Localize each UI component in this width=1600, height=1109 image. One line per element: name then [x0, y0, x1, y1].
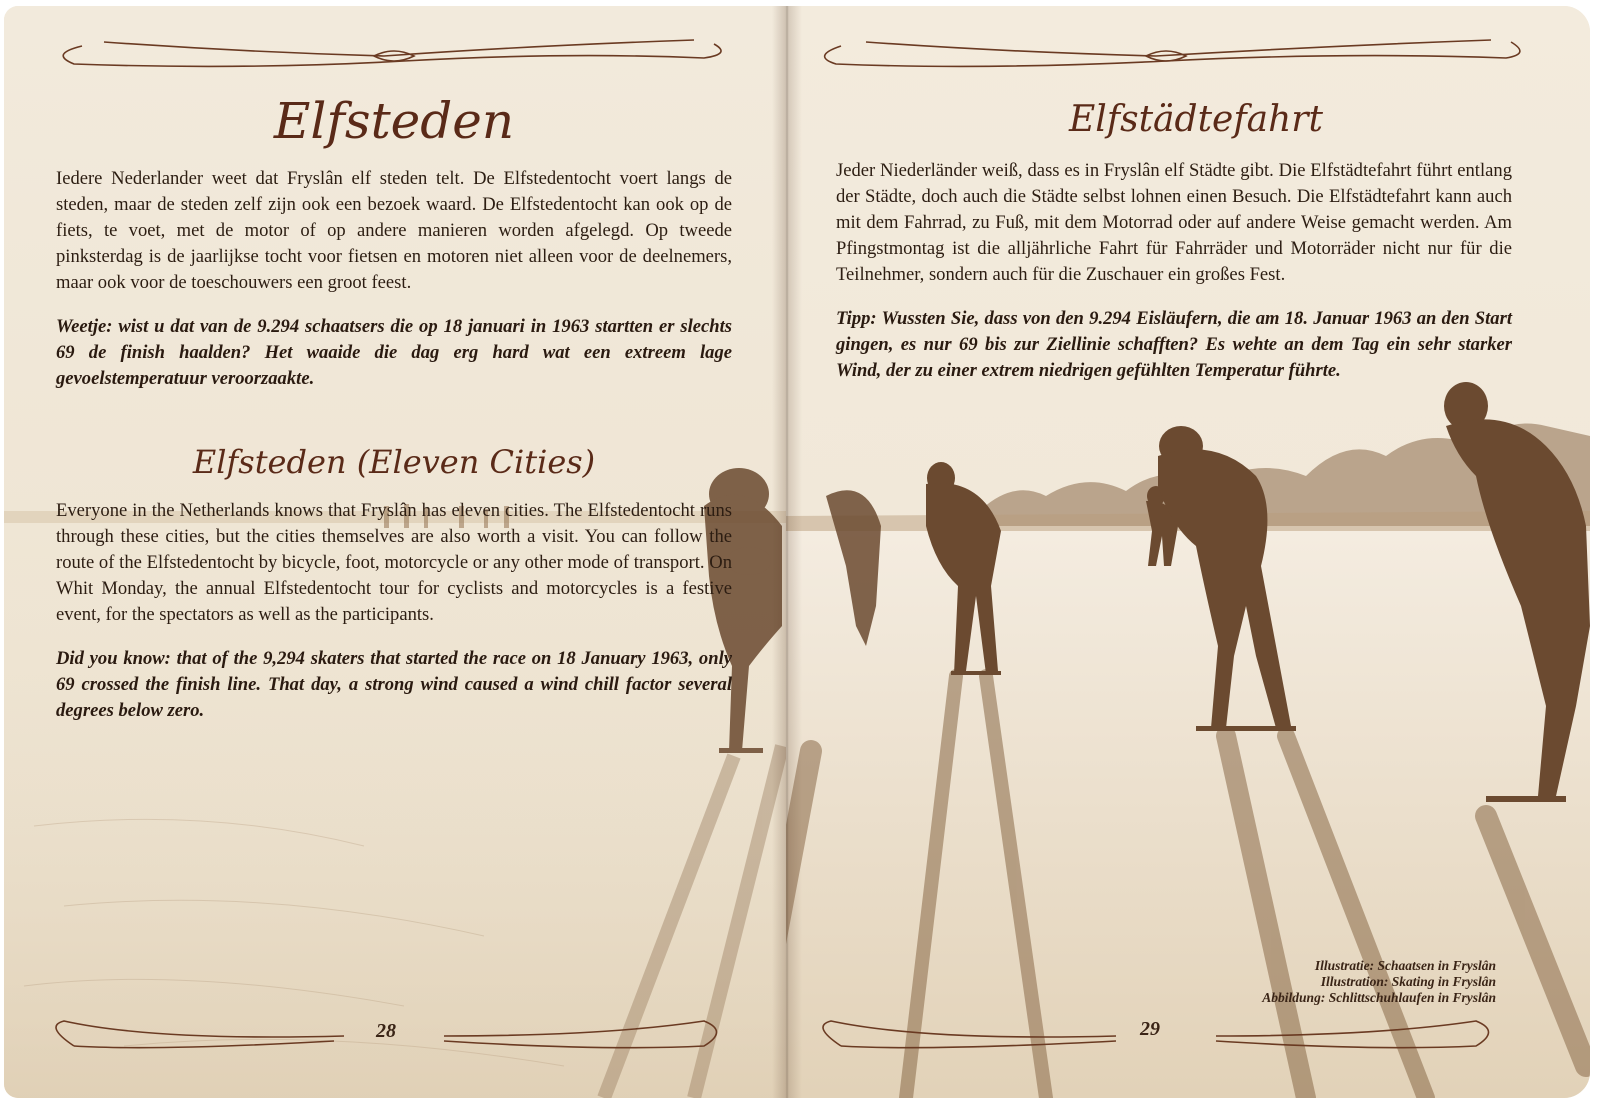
caption-line-de: Abbildung: Schlittschuhlaufen in Fryslân — [1262, 990, 1496, 1005]
title-english: Elfsteden (Eleven Cities) — [192, 443, 596, 481]
title-dutch: Elfsteden — [273, 92, 515, 150]
tip-dutch: Weetje: wist u dat van de 9.294 schaatsers die op 18 januari in 1963 startten er slechts 69 de finish haalden? Het waaide die dag erg hard wat een extreem lage gevoelstemperatuur veroorzaakte. — [56, 316, 732, 389]
right-page — [786, 6, 1590, 1098]
paragraph-english: Everyone in the Netherlands knows that Fryslân has eleven cities. The Elfstedentocht runs through these cities, but the cities themselves are also worth a visit. You can follow the route of the Elfstedentocht by bicycle, foot, motorcycle or any other mode of transport. On Whit Monday, the annual Elfstedentocht tour for cyclists and motorcycles is a festive event, for the spectators as well as the participants. — [56, 500, 732, 625]
tip-german: Tipp: Wussten Sie, dass von den 9.294 Eisläufern, die am 18. Januar 1963 an den Start gingen, es nur 69 bis zur Ziellinie schafften? Es wehte an dem Tag ein sehr starker Wind, der zu einer extrem niedrigen gefühlten Temperatur führte. — [836, 308, 1512, 381]
tip-english: Did you know: that of the 9,294 skaters that started the race on 18 January 1963, only 69 crossed the finish line. That day, a strong wind caused a wind chill factor several degrees below zero. — [56, 648, 732, 721]
page-number-left: 28 — [376, 1020, 396, 1042]
page-number-right: 29 — [1140, 1018, 1160, 1040]
title-german: Elfstädtefahrt — [1069, 99, 1323, 140]
illustration-caption — [1206, 958, 1496, 1006]
caption-line-en: Illustration: Skating in Fryslân — [1320, 974, 1496, 989]
paragraph-dutch: Iedere Nederlander weet dat Fryslân elf steden telt. De Elfstedentocht voert langs de steden, maar de steden zelf zijn ook een bezoek waard. De Elfstedentocht kan ook op de fiets, te voet, met de motor of op andere manieren worden afgelegd. Op tweede pinksterdag is de jaarlijkse tocht voor fietsen en motoren niet alleen voor de deelnemers, maar ook voor de toeschouwers een groot feest. — [56, 168, 732, 293]
paragraph-german: Jeder Niederländer weiß, dass es in Fryslân elf Städte gibt. Die Elfstädtefahrt führt entlang der Städte, doch auch die Städte selbst lohnen einen Besuch. Die Elfstädtefahrt kann auch mit dem Fahrrad, zu Fuß, mit dem Motorrad oder auf andere Weise gemacht werden. Am Pfingstmontag ist die alljährliche Fahrt für Fahrräder und Motorräder nicht nur für die Teilnehmer, sondern auch für die Zuschauer ein großes Fest. — [836, 160, 1512, 285]
left-page — [4, 6, 786, 1098]
caption-line-nl: Illustratie: Schaatsen in Fryslân — [1314, 958, 1496, 973]
